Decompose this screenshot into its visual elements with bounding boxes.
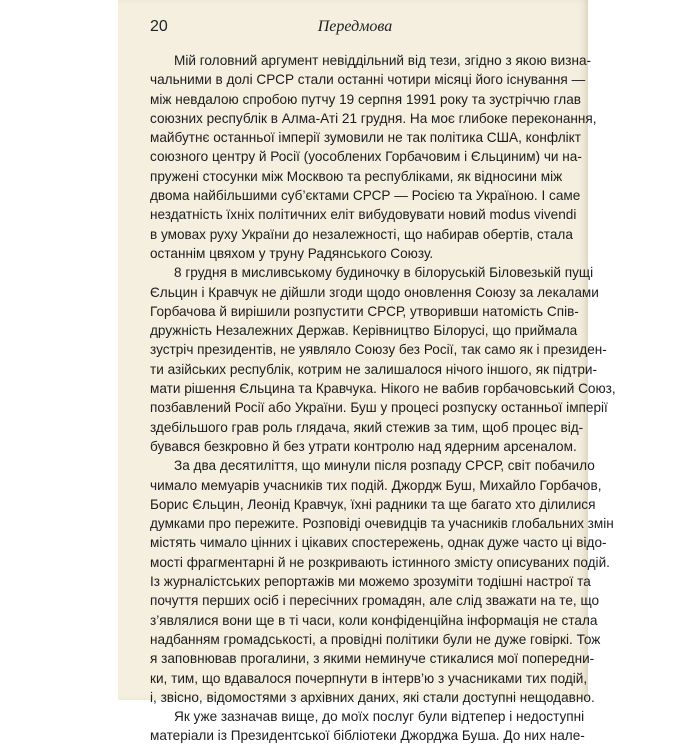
text-line: Як уже зазначав вище, до моїх послуг були відтепер і недоступні bbox=[174, 709, 585, 725]
text-line: пружені стосунки між Москвою та республіками, як відносини між bbox=[150, 168, 563, 184]
text-line: ки, тим, що вдавалося почерпнути в інтерв’ю з учасниками тих подій, bbox=[150, 670, 588, 686]
text-line: Мій головний аргумент невіддільний від тези, згідно з якою визна- bbox=[174, 53, 592, 68]
text-line: в умовах руху України до незалежності, що набирав обертів, стала bbox=[150, 226, 573, 242]
text-line: надбанням громадськості, а провідні політики були не дуже говіркі. Тож bbox=[150, 631, 601, 647]
text-line: нездатність їхніх політичних еліт вибудовувати новий modus vivendi bbox=[150, 207, 577, 223]
text-line: Горбачова й вирішили розпустити СРСР, утворивши натомість Спів- bbox=[150, 303, 579, 319]
text-line: союзних республік в Алма-Аті 21 грудня. На моє глибоке переконання, bbox=[150, 110, 597, 126]
text-line: я заповнював прогалини, з якими неминуче стикалися мої попередни- bbox=[150, 651, 595, 667]
text-line: і, звісно, відомостями з архівних даних, які стали доступні нещодавно. bbox=[150, 689, 595, 705]
text-line: мати рішення Єльцина та Кравчука. Нікого не вабив горбачовський Союз, bbox=[150, 381, 616, 397]
text-line: 8 грудня в мисливському будиночку в білоруській Біловезькій пущі bbox=[174, 265, 594, 281]
text-line: бувався безкровно й без утрати контролю над ядерним арсеналом. bbox=[150, 438, 577, 454]
text-line: мості фрагментарні й не розкривають істинного змісту описуваних подій. bbox=[150, 554, 610, 570]
text-line: За два десятиліття, що минули після розпаду СРСР, світ побачило bbox=[174, 458, 595, 474]
page-header bbox=[150, 18, 560, 42]
text-line: останнім цвяхом у труну Радянського Союзу. bbox=[150, 245, 434, 261]
running-title: Передмова bbox=[317, 18, 393, 35]
page-number: 20 bbox=[150, 18, 168, 35]
text-line: чальними в долі СРСР стали останні чотири місяці його існування — bbox=[150, 72, 586, 88]
text-line: з’являлися вони ще в ті часи, коли конфіденційна інформація не стала bbox=[150, 612, 598, 628]
text-line: зустріч президентів, не уявляло Союзу без Росії, так само як і президен- bbox=[150, 342, 607, 358]
body-text bbox=[150, 51, 616, 746]
text-line: Борис Єльцин, Леонід Кравчук, їхні радники та ще багато хто ділилися bbox=[150, 496, 596, 512]
text-line: Єльцин і Кравчук не дійшли згоди щодо оновлення Союзу за лекалами bbox=[150, 284, 599, 300]
text-line: двома найбільшими суб’єктами СРСР — Росією та Україною. І саме bbox=[150, 188, 581, 204]
text-line: позбавлений Росії або України. Буш у процесі розпуску останньої імперії bbox=[150, 400, 608, 416]
text-line: між невдалою спробою путчу 19 серпня 1991 року та зустріччю глав bbox=[150, 91, 581, 107]
text-line: ти азійських республік, котрим не залишалося нічого іншого, як підтри- bbox=[150, 361, 598, 377]
text-line: майбутнє останньої імперії зумовили не так політика США, конфлікт bbox=[150, 130, 582, 146]
text-line: матеріали із Президентської бібліотеки Джорджа Буша. До них нале- bbox=[150, 728, 585, 744]
text-line: Із журналістських репортажів ми можемо зрозуміти тодішні настрої та bbox=[150, 574, 591, 590]
text-line: думками про пережите. Розповіді очевидців та учасників глобальних змін bbox=[150, 516, 614, 532]
text-line: містять чимало цінних і цікавих спостережень, однак дуже часто ці відо- bbox=[150, 535, 607, 551]
text-line: чимало мемуарів учасників тих подій. Джордж Буш, Михайло Горбачов, bbox=[150, 477, 602, 493]
text-line: почуття перших осіб і пересічних громадян, але слід зважати на те, що bbox=[150, 593, 600, 609]
text-line: дружність Незалежних Держав. Керівництво Білорусі, що приймала bbox=[150, 323, 578, 339]
text-line: здебільшого грав роль глядача, який стежив за тим, щоб процес від- bbox=[150, 419, 584, 435]
text-line: союзного центру й Росії (уособлених Горбачовим і Єльциним) чи на- bbox=[150, 149, 582, 165]
